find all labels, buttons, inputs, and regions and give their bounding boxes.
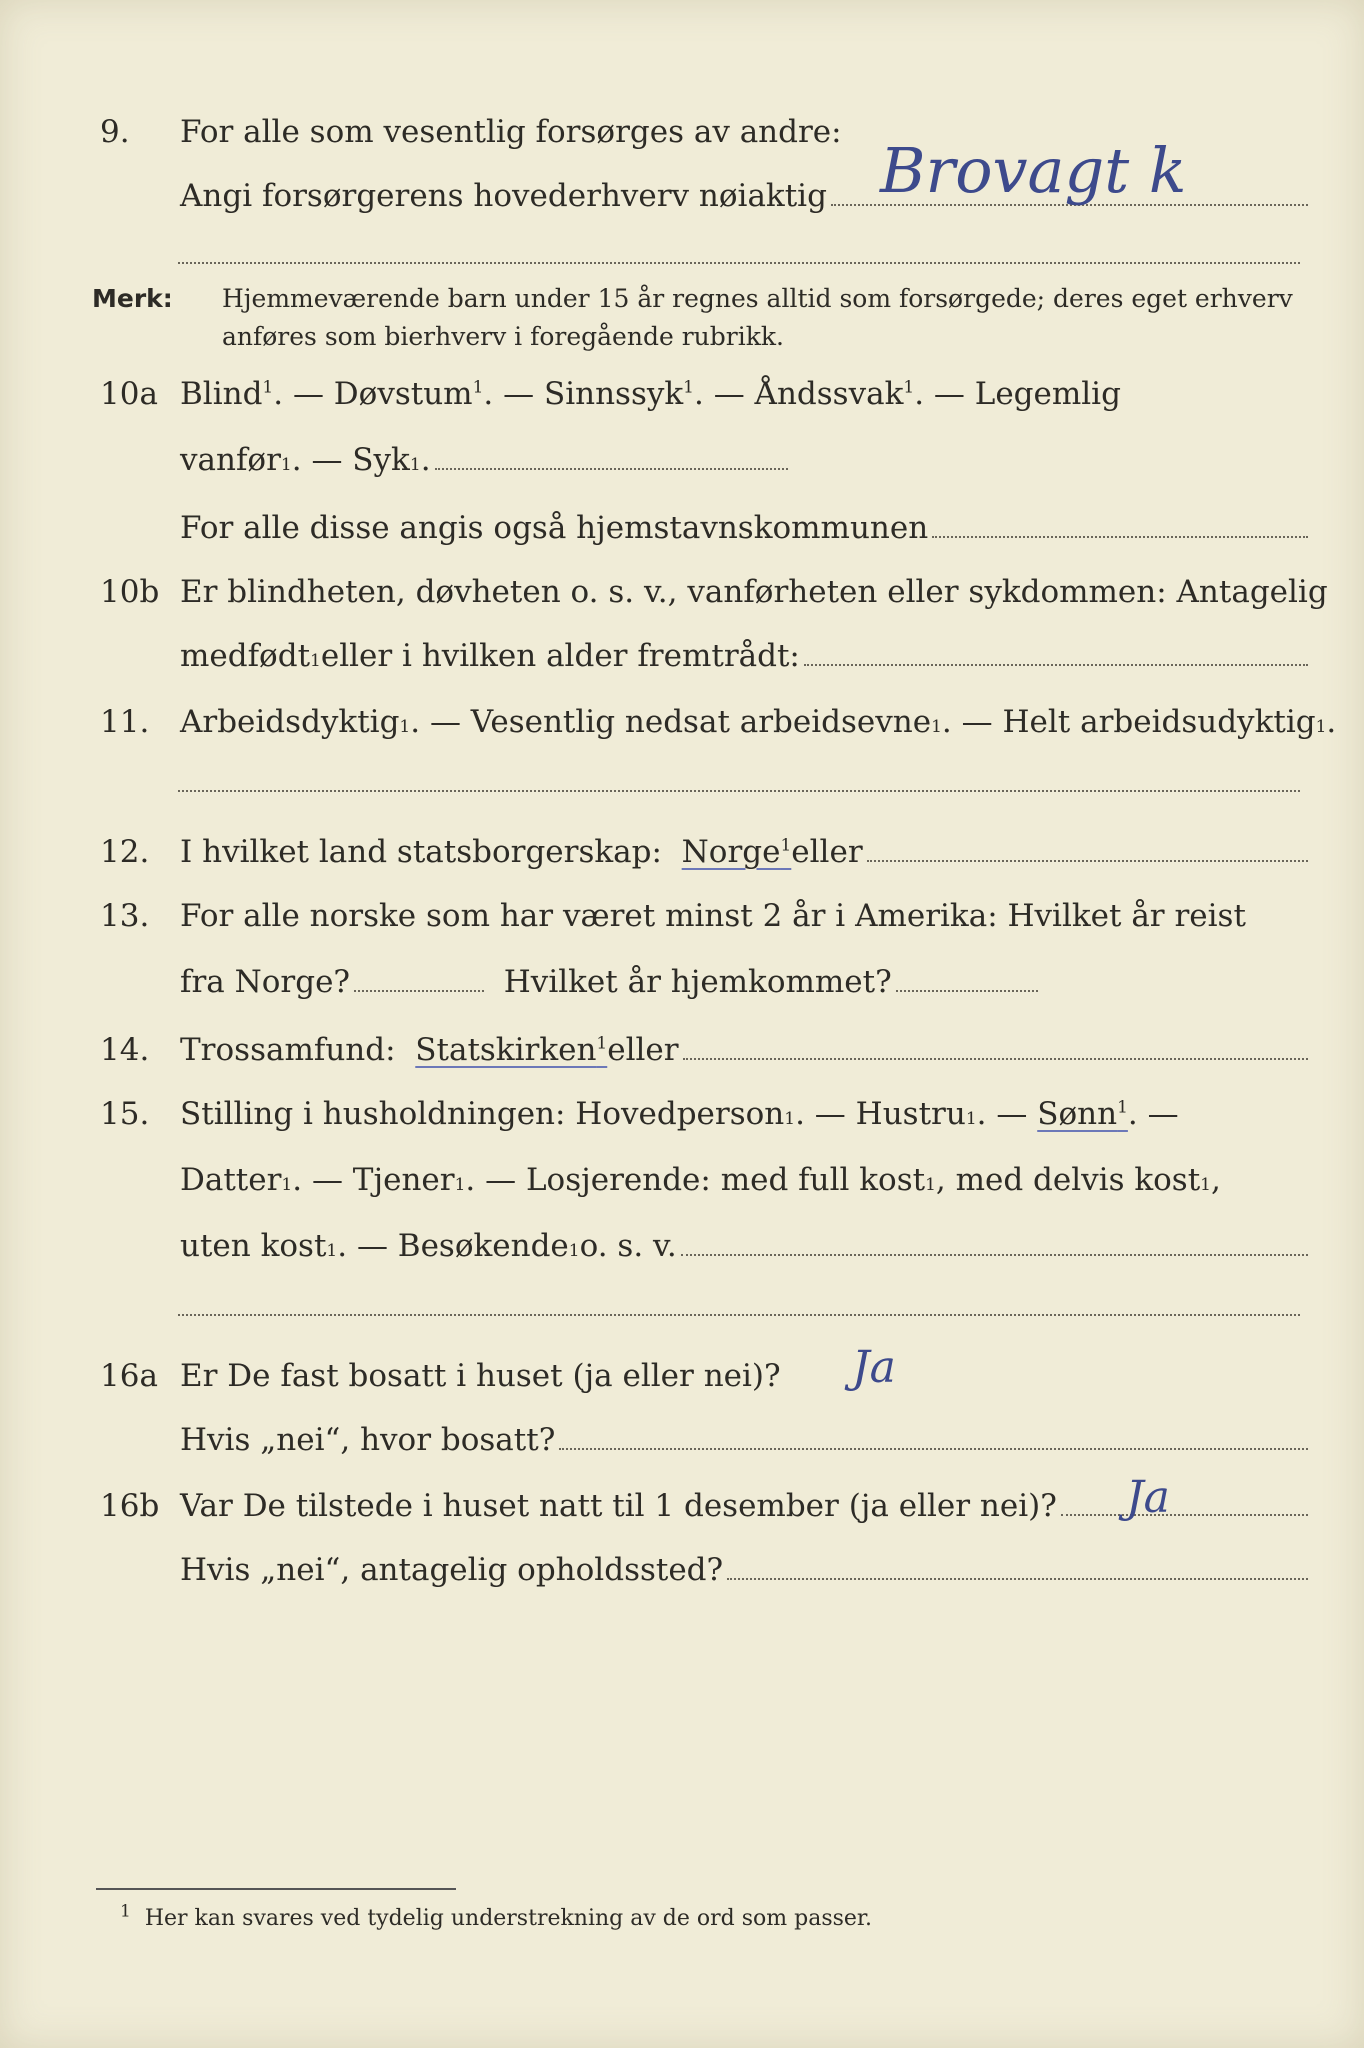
answer-line[interactable] bbox=[727, 1550, 1308, 1580]
punctuation: . bbox=[1326, 704, 1337, 740]
option-blind[interactable]: Blind bbox=[180, 376, 263, 412]
handwritten-answer-occupation: Brovagt k bbox=[880, 134, 1187, 207]
answer-line[interactable] bbox=[681, 1226, 1308, 1256]
answer-line-hjemkommet[interactable] bbox=[896, 962, 1038, 992]
question-number: 16b bbox=[100, 1488, 160, 1524]
question-text: For alle norske som har været minst 2 år i Amerika: Hvilket år reist bbox=[180, 898, 1246, 934]
punctuation: . — bbox=[1127, 1096, 1179, 1132]
option-medfodt[interactable]: medfødt bbox=[180, 638, 311, 674]
question-text: eller bbox=[791, 834, 863, 870]
option-tjener[interactable]: . — Tjener bbox=[292, 1162, 455, 1198]
footnote-mark: 1 bbox=[903, 377, 915, 398]
option-uten-kost[interactable]: uten kost bbox=[180, 1228, 327, 1264]
footnote-divider bbox=[96, 1888, 456, 1890]
answer-line[interactable] bbox=[435, 440, 788, 470]
dotted-answer-line[interactable] bbox=[178, 790, 1300, 792]
punctuation: . bbox=[420, 442, 431, 478]
footnote bbox=[120, 1901, 873, 1931]
option-delvis-kost[interactable]: , med delvis kost bbox=[935, 1162, 1201, 1198]
question-number: 9. bbox=[100, 114, 130, 150]
question-number: 10b bbox=[100, 574, 160, 610]
option-norge-label[interactable]: Norge bbox=[681, 834, 781, 870]
option-nedsat-arbeidsevne[interactable]: . — Vesentlig nedsat arbeidsevne bbox=[410, 704, 932, 740]
option-arbeidsdyktig[interactable]: Arbeidsdyktig bbox=[180, 704, 400, 740]
question-number: 12. bbox=[100, 834, 150, 870]
footnote-mark: 1 bbox=[780, 835, 792, 856]
option-hustru[interactable]: . — Hustru bbox=[795, 1096, 966, 1132]
question-text: For alle disse angis også hjemstavnskommunen bbox=[180, 510, 929, 546]
answer-line[interactable] bbox=[683, 1030, 1308, 1060]
option-norge bbox=[682, 832, 792, 872]
question-number: 13. bbox=[100, 898, 150, 934]
punctuation: . — bbox=[976, 1096, 1028, 1132]
question-text: Er De fast bosatt i huset (ja eller nei)? bbox=[180, 1358, 781, 1394]
handwritten-answer-tilstede: Ja bbox=[1126, 1472, 1170, 1523]
handwritten-answer-fast-bosatt: Ja bbox=[852, 1342, 896, 1393]
answer-line[interactable] bbox=[1061, 1486, 1308, 1516]
dotted-answer-line[interactable] bbox=[178, 1314, 1300, 1316]
question-number: 11. bbox=[100, 704, 150, 740]
footnote-text: Her kan svares ved tydelig understrekning av de ord som passer. bbox=[144, 1906, 873, 1931]
question-text: Hvis „nei“, hvor bosatt? bbox=[180, 1422, 556, 1458]
merk-label: Merk: bbox=[92, 284, 173, 313]
answer-line[interactable] bbox=[932, 508, 1308, 538]
option-statskirken bbox=[415, 1030, 607, 1070]
question-number: 16a bbox=[100, 1358, 158, 1394]
question-text: Var De tilstede i huset natt til 1 desember (ja eller nei)? bbox=[180, 1488, 1057, 1524]
option-arbeidsudyktig[interactable]: . — Helt arbeidsudyktig bbox=[941, 704, 1316, 740]
punctuation: , bbox=[1211, 1162, 1221, 1198]
question-text: eller bbox=[607, 1032, 679, 1068]
option-andssvak[interactable]: . — Åndssvak bbox=[694, 376, 904, 412]
question-text: o. s. v. bbox=[579, 1228, 677, 1264]
footnote-mark: 1 bbox=[472, 377, 484, 398]
question-number: 10a bbox=[100, 376, 158, 412]
footnote-mark: 1 bbox=[683, 377, 694, 398]
question-text: I hvilket land statsborgerskap: bbox=[180, 834, 662, 870]
census-form-page: 9. For alle som vesentlig forsørges av andre: Angi forsørgerens hovederhverv nøiaktig Brovagt k Merk: Hjemmeværende barn under 15 år regnes alltid som forsørgede; deres eget erhverv anføres som bierhverv i foregående rubrikk. 10a Blind$^1$. — Døvstum$^1$. — Sinnssyk$^1$. — Åndssvak$^1$. — Legemlig vanfør 1 . — Syk 1 . For alle disse angis også hjemstavnskommunen 10b Er blindheten, døvheten o. s. v., vanførheten eller sykdommen: Antagelig medfødt 1 eller i hvilken alder fremtrådt: 11. Arbeidsdyktig 1 . — Vesentlig nedsat arbeidsevne 1 . — Helt arbeidsudyktig 1 . 12. I hvilket land statsborgerskap: Norge$^1$ eller 13. For alle norske som har været minst 2 år i Amerika: Hvilket år reist fra Norge? Hvilket år hjemkommet? 14. Trossamfund: Statskirken$^1$ eller 15. Stilling i husholdningen: Hovedperson 1 . — Hustru 1 . — Sønn$^1$ . — Datter 1 . — Tjener 1 . — Losjerende: med full kost 1 , med delvis kost 1 , uten kost 1 . — Besøkende 1 o. s. v. 16a Er De fast bosatt i huset (ja eller nei)? Ja Hvis „nei“, hvor bosatt? 16b Var De tilstede i huset natt til 1 desember (ja eller nei)? Ja Hvis „nei“, antagelig opholdssted? $^1$ Her kan svares ved tydelig understrekning av de ord som passer. bbox=[0, 0, 1364, 2048]
question-text: Er blindheten, døvheten o. s. v., vanførheten eller sykdommen: Antagelig bbox=[180, 574, 1328, 610]
question-text: eller i hvilken alder fremtrådt: bbox=[320, 638, 800, 674]
footnote-mark: 1 bbox=[120, 1901, 131, 1922]
option-syk[interactable]: . — Syk bbox=[291, 442, 410, 478]
option-dovstum[interactable]: . — Døvstum bbox=[273, 376, 473, 412]
merk-text: Hjemmeværende barn under 15 år regnes alltid som forsørgede; deres eget erhverv anføres som bierhverv i foregående rubrikk. bbox=[222, 284, 1293, 351]
answer-line[interactable] bbox=[559, 1420, 1308, 1450]
option-full-kost[interactable]: . — Losjerende: med full kost bbox=[465, 1162, 926, 1198]
option-datter[interactable]: Datter bbox=[180, 1162, 282, 1198]
option-besokende[interactable]: . — Besøkende bbox=[337, 1228, 569, 1264]
dotted-answer-line[interactable] bbox=[178, 262, 1300, 264]
question-text: Angi forsørgerens hovederhverv nøiaktig bbox=[180, 178, 827, 214]
footnote-mark: 1 bbox=[1117, 1097, 1128, 1118]
option-legemlig[interactable]: . — Legemlig bbox=[914, 376, 1121, 412]
option-statskirken-label[interactable]: Statskirken bbox=[415, 1032, 597, 1068]
option-hovedperson[interactable]: Stilling i husholdningen: Hovedperson bbox=[180, 1096, 785, 1132]
question-text: Hvilket år hjemkommet? bbox=[503, 964, 892, 1000]
question-text: For alle som vesentlig forsørges av andre: bbox=[180, 114, 842, 150]
option-vanfor[interactable]: vanfør bbox=[180, 442, 281, 478]
question-text: Hvis „nei“, antagelig opholdssted? bbox=[180, 1552, 724, 1588]
footnote-mark: 1 bbox=[596, 1033, 608, 1054]
option-sonn bbox=[1037, 1094, 1128, 1134]
question-number: 14. bbox=[100, 1032, 150, 1068]
question-text: Trossamfund: bbox=[180, 1032, 396, 1068]
footnote-mark: 1 bbox=[262, 377, 274, 398]
answer-line-reist[interactable] bbox=[354, 962, 484, 992]
option-sinnssyk[interactable]: . — Sinnssyk bbox=[483, 376, 684, 412]
answer-line[interactable] bbox=[804, 636, 1308, 666]
answer-line[interactable] bbox=[867, 832, 1308, 862]
question-number: 15. bbox=[100, 1096, 150, 1132]
option-sonn-label[interactable]: Sønn bbox=[1037, 1096, 1118, 1132]
question-text: fra Norge? bbox=[180, 964, 351, 1000]
